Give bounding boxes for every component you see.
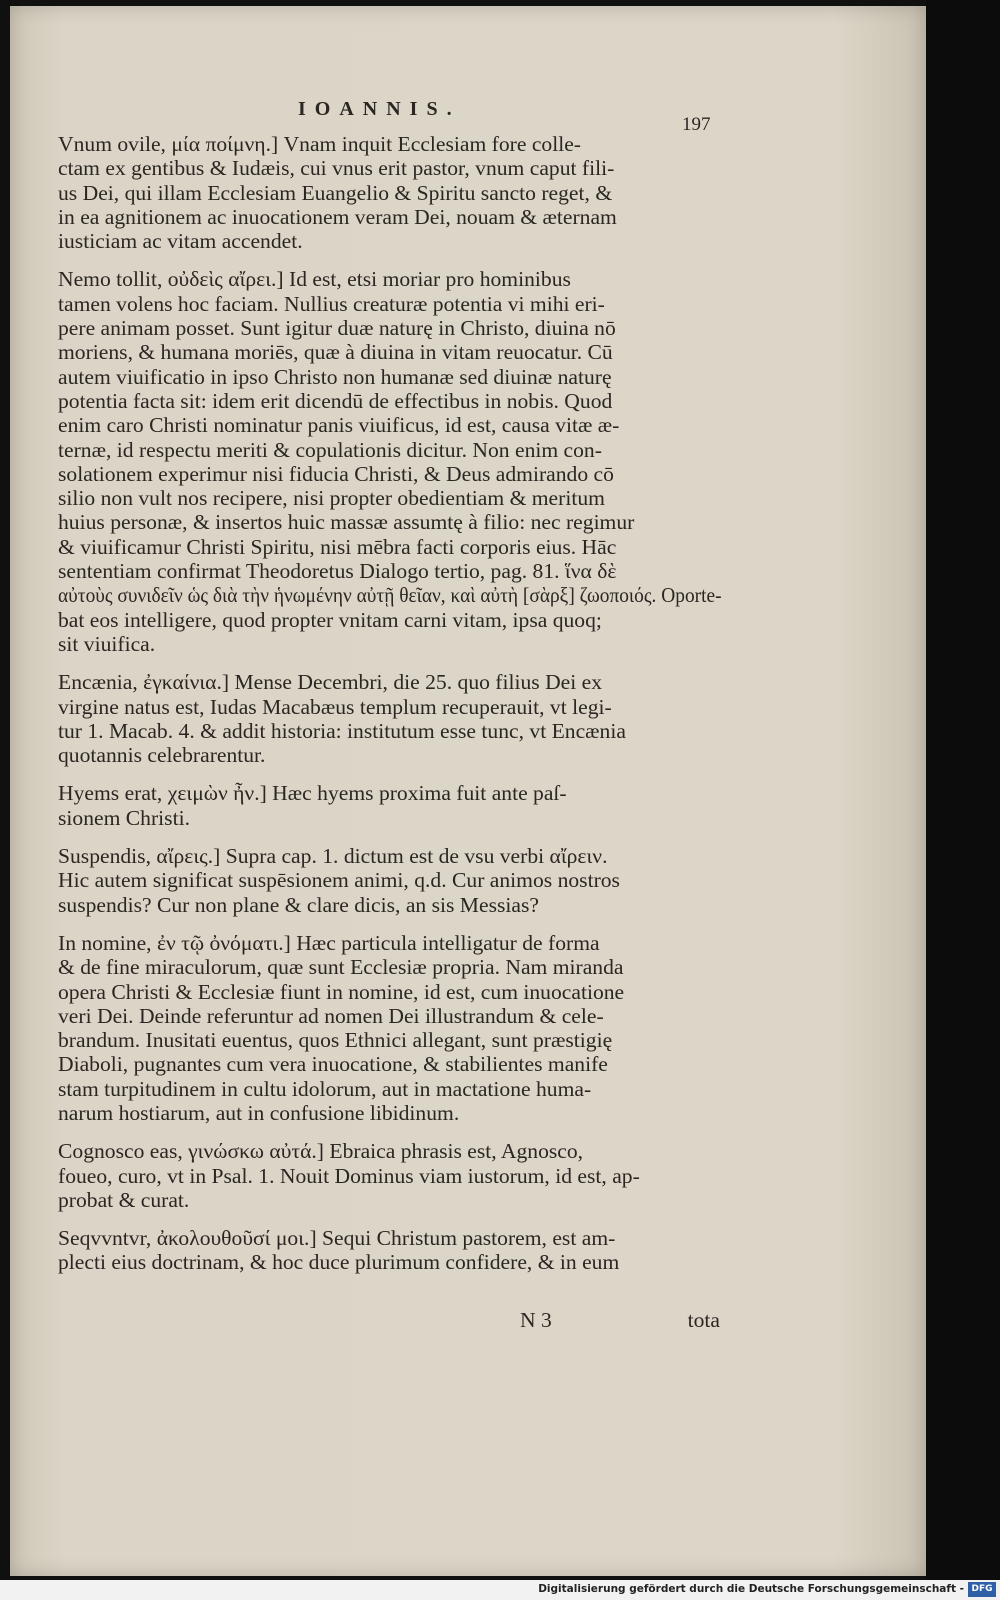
text-line: sionem Christi. <box>58 805 190 830</box>
text-line: virgine natus est, Iudas Macabæus templum recuperauit, vt legi- <box>58 694 612 719</box>
book-page <box>10 6 926 1576</box>
text-line: huius personæ, & insertos huic massæ assumtę à filio: nec regimur <box>58 510 635 535</box>
book-gutter <box>926 0 1000 1580</box>
paragraph-gap <box>58 917 722 931</box>
text-line: suspendis? Cur non plane & clare dicis, an sis Messias? <box>58 892 539 917</box>
text-line: probat & curat. <box>58 1187 190 1212</box>
text-line: αὐτοὺς συνιδεῖν ὡς διὰ τὴν ἡνωμένην αὐτῇ θεῖαν, καὶ αὐτὴ [σὰρξ] ζωοποιός. Oporte- <box>58 583 722 608</box>
paragraph <box>58 1139 722 1212</box>
text-line: Seqvvntvr, ἀκολουθοῦσί μοι.] Sequi Christum pastorem, est am- <box>58 1226 616 1251</box>
text-line: opera Christi & Ecclesiæ fiunt in nomine, id est, cum inuocatione <box>58 979 625 1004</box>
text-line: sit viuifica. <box>58 631 156 656</box>
paragraph <box>58 670 722 767</box>
text-line: autem viuificatio in ipso Christo non humanæ sed diuinæ naturę <box>58 364 612 389</box>
dfg-logo: DFG <box>968 1582 996 1597</box>
catchword: tota <box>687 1308 720 1332</box>
text-line: & de fine miraculorum, quæ sunt Ecclesiæ propria. Nam miranda <box>58 955 624 980</box>
funding-credit: Digitalisierung gefördert durch die Deutsche Forschungsgemeinschaft - <box>538 1583 964 1595</box>
text-line: silio non vult nos recipere, nisi propter obedientiam & meritum <box>58 486 605 511</box>
text-line: sententiam confirmat Theodoretus Dialogo tertio, pag. 81. ἵνα δὲ <box>58 559 617 584</box>
text-line: veri Dei. Deinde referuntur ad nomen Dei illustrandum & cele- <box>58 1003 604 1028</box>
text-line: plecti eius doctrinam, & hoc duce plurimum confidere, & in eum <box>58 1250 620 1275</box>
paragraph <box>58 132 722 253</box>
paragraph-gap <box>58 767 722 781</box>
text-line: Cognosco eas, γινώσκω αὐτά.] Ebraica phrasis est, Agnosco, <box>58 1139 584 1164</box>
text-line: brandum. Inusitati euentus, quos Ethnici allegant, sunt præstigię <box>58 1028 613 1053</box>
text-line: foueo, curo, vt in Psal. 1. Nouit Dominus viam iustorum, id est, ap- <box>58 1163 640 1188</box>
text-line: narum hostiarum, aut in confusione libidinum. <box>58 1100 460 1125</box>
text-line: Nemo tollit, οὐδεὶς αἴρει.] Id est, etsi moriar pro hominibus <box>58 267 571 292</box>
text-line: iusticiam ac vitam accendet. <box>58 229 303 254</box>
text-line: Suspendis, αἴρεις.] Supra cap. 1. dictum est de vsu verbi αἴρειν. <box>58 844 608 869</box>
paragraph-gap <box>58 1212 722 1226</box>
text-line: enim caro Christi nominatur panis viuificus, id est, causa vitæ æ- <box>58 413 620 438</box>
paragraph <box>58 931 722 1125</box>
text-line: Hic autem significat suspēsionem animi, q.d. Cur animos nostros <box>58 868 620 893</box>
text-line: quotannis celebrarentur. <box>58 743 266 768</box>
text-line: pere animam posset. Sunt igitur duæ naturę in Christo, diuina nō <box>58 316 616 341</box>
text-line: us Dei, qui illam Ecclesiam Euangelio & Spiritu sancto reget, & <box>58 180 613 205</box>
paragraph-gap <box>58 1125 722 1139</box>
text-line: Hyems erat, χειμὼν ἦν.] Hæc hyems proxima fuit ante paſ- <box>58 781 567 806</box>
text-line: Vnum ovile, μία ποίμνη.] Vnam inquit Ecclesiam fore colle- <box>58 132 581 156</box>
text-line: stam turpitudinem in cultu idolorum, aut in mactatione huma- <box>58 1076 592 1101</box>
text-line: In nomine, ἐν τῷ ὀνόματι.] Hæc particula intelligatur de forma <box>58 930 600 955</box>
text-line: & viuificamur Christi Spiritu, nisi mēbra facti corporis eius. Hāc <box>58 534 617 559</box>
paragraph <box>58 267 722 656</box>
page-number: 197 <box>682 114 711 135</box>
paragraph-gap <box>58 656 722 670</box>
text-line: ternæ, id respectu meriti & copulationis dicitur. Non enim con- <box>58 437 602 462</box>
text-line: ctam ex gentibus & Iudæis, cui vnus erit pastor, vnum caput fili- <box>58 156 615 181</box>
text-line: tamen volens hoc faciam. Nullius creaturæ potentia vi mihi eri- <box>58 291 605 316</box>
paragraph <box>58 844 722 917</box>
text-line: solationem experimur nisi fiducia Christi, & Deus admirando cō <box>58 461 614 486</box>
paragraph <box>58 1226 722 1275</box>
text-line: bat eos intelligere, quod propter vnitam carni vitam, ipsa quoq; <box>58 607 602 632</box>
text-line: tur 1. Macab. 4. & addit historia: institutum esse tunc, vt Encænia <box>58 718 626 743</box>
paragraph <box>58 781 722 830</box>
body-text <box>58 132 722 1275</box>
digitization-footer <box>0 1580 1000 1600</box>
text-line: moriens, & humana moriēs, quæ à diuina in vitam reuocatur. Cū <box>58 340 613 365</box>
text-line: Encænia, ἐγκαίνια.] Mense Decembri, die 25. quo filius Dei ex <box>58 670 603 695</box>
text-line: in ea agnitionem ac inuocationem veram Dei, nouam & æternam <box>58 204 617 229</box>
paragraph-gap <box>58 253 722 267</box>
running-head: IOANNIS. <box>298 98 461 120</box>
signature-mark: N 3 <box>520 1308 552 1332</box>
text-line: Diaboli, pugnantes cum vera inuocatione, & stabilientes manife <box>58 1052 608 1077</box>
text-line: potentia facta sit: idem erit dicendū de effectibus in nobis. Quod <box>58 388 613 413</box>
paragraph-gap <box>58 830 722 844</box>
